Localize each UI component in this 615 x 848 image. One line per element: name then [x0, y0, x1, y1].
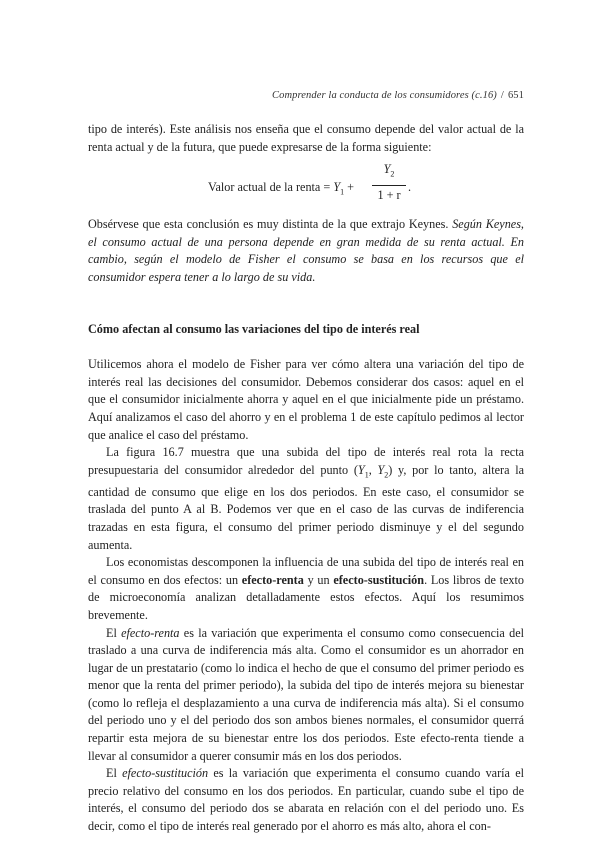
- body-text: [88, 121, 524, 836]
- p2-y2-sub: 2: [384, 470, 389, 480]
- observation-plain: Obsérvese que esta conclusión es muy distinta de la que extrajo Keynes.: [88, 217, 453, 232]
- p4-italic-term: efecto-renta: [121, 625, 180, 640]
- p2-text-a: La figura 16.7 muestra que una subida del tipo de interés real rota la recta presupuestaria del consumidor alrededor del punto (: [88, 445, 524, 477]
- observation-italic: Según Keynes, el consumo actual de una persona depende en gran medida de su renta actual. En cambio, según el modelo de Fisher el consumo se basa en los recursos que el consumidor espera tener a lo largo de su vida.: [88, 217, 524, 284]
- formula-y1-var: Y: [333, 180, 341, 195]
- paragraph-5: [88, 765, 524, 835]
- fraction-bar: [372, 185, 406, 186]
- p3-text-a: Los economistas descomponen la influencia de una subida del tipo de interés real en el consumo en dos efectos: un: [88, 555, 524, 587]
- formula-fraction: [372, 162, 406, 201]
- present-value-formula: [88, 158, 524, 210]
- header-separator: /: [500, 90, 504, 101]
- formula-denominator: 1 + r: [377, 187, 401, 202]
- page-number: 651: [507, 90, 524, 101]
- keynes-observation: [88, 216, 524, 286]
- section-heading: Cómo afectan al consumo las variaciones del tipo de interés real: [88, 321, 420, 336]
- p3-text-mid: y un: [303, 572, 334, 587]
- p5-text-a: El: [106, 766, 123, 781]
- paragraph-1: Utilicemos ahora el modelo de Fisher para ver cómo altera una variación del tipo de interés real las decisiones del consumidor. Debemos considerar dos casos: aquel en el que el consumidor inicialmente ahorra y aquel en el que inicialmente pide un préstamo. Aquí analizamos el caso del ahorro y en el problema 1 de este capítulo pedimos al lector que analice el caso del préstamo.: [88, 357, 524, 442]
- paragraph-2: [88, 444, 524, 554]
- formula-left-side: [208, 179, 354, 201]
- formula-plus: +: [344, 180, 355, 195]
- p4-text-b: es la variación que experimenta el consumo como consecuencia del traslado a una curva de indiferencia más alta. Como el consumidor es un ahorrador en lugar de un prestatario (como lo indica el hecho de que el consumo del primer periodo es menor que la renta del primer periodo), la subida del tipo de interés mejora su bienestar (como lo refleja el desplazamiento a una curva de indiferencia más alta). Si el consumo del periodo uno y el del periodo dos son ambos bienes normales, el consumidor querrá repartir esta mejora de su bienestar entre los dos periodos. Este efecto-renta tiende a llevar al consumidor a querer consumir más en los dos periodos.: [88, 625, 524, 763]
- intro-paragraph: tipo de interés). Este análisis nos enseña que el consumo depende del valor actual de la renta actual y de la futura, que puede expresarse de la forma siguiente:: [88, 122, 524, 154]
- p3-text-b: . Los libros de texto de microeconomía analizan detalladamente estos efectos. Aquí los resumimos brevemente.: [88, 572, 524, 622]
- p2-text-b: ) y, por lo tanto, altera la cantidad de consumo que elige en los dos periodos. En este caso, el consumidor se traslada del punto A al B. Podemos ver que en el caso de las curvas de indiferencia trazadas en esta figura, el consumo del primer periodo disminuye y el del segundo aumenta.: [88, 462, 525, 552]
- p5-text-b: es la variación que experimenta el consumo cuando varía el precio relativo del consumo en los dos periodos. En particular, cuando sube el tipo de interés, el consumo del periodo dos se abarata en relación con el del periodo uno. Es decir, como el tipo de interés real generado por el ahorro es más alto, ahora el con-: [88, 766, 524, 834]
- term-efecto-sustitucion: efecto-sustitución: [333, 572, 425, 587]
- formula-numerator: [372, 162, 406, 181]
- formula-end: .: [408, 180, 412, 195]
- p2-y1-sub: 1: [364, 470, 369, 480]
- formula-y2-sub: 2: [390, 169, 395, 179]
- formula-y1-sub: 1: [340, 187, 345, 197]
- p2-y1-var: Y: [357, 462, 365, 477]
- paragraph-3: [88, 554, 524, 624]
- p5-italic-term: efecto-sustitución: [122, 766, 209, 781]
- running-title: Comprender la conducta de los consumidores (c.16): [272, 90, 497, 101]
- formula-y2-var: Y: [383, 162, 391, 177]
- formula-lhs-text: Valor actual de la renta =: [208, 180, 334, 195]
- p4-text-a: El: [106, 625, 122, 640]
- p2-y2-var: Y: [377, 462, 385, 477]
- term-efecto-renta: efecto-renta: [241, 572, 304, 587]
- paragraph-4: [88, 625, 524, 766]
- running-header: [60, 90, 524, 101]
- p2-comma: ,: [368, 462, 378, 477]
